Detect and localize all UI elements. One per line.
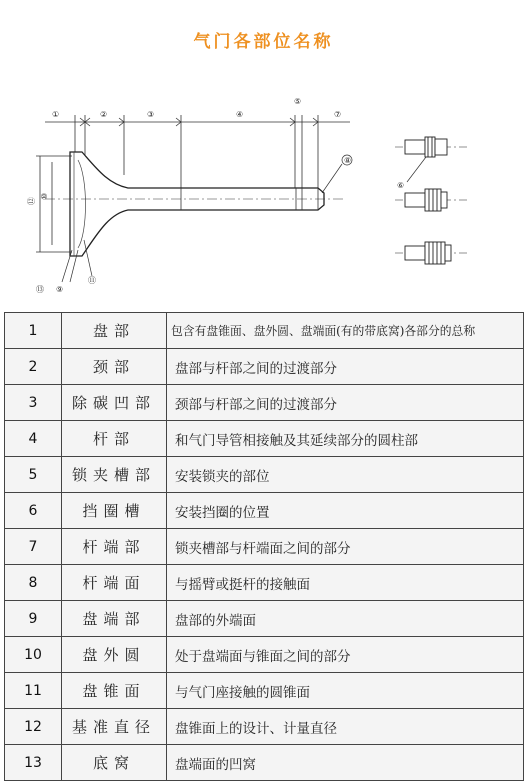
page-title: 气门各部位名称 <box>193 32 334 52</box>
callout-11: ⑪ <box>88 276 96 285</box>
part-description: 颈部与杆部之间的过渡部分 <box>167 385 524 421</box>
table-row <box>5 637 524 673</box>
valve-body <box>70 152 324 256</box>
part-description: 与摇臂或挺杆的接触面 <box>167 565 524 601</box>
part-description: 盘部的外端面 <box>167 601 524 637</box>
part-number: 11 <box>5 673 62 709</box>
part-description: 包含有盘锥面、盘外圆、盘端面(有的带底窝)各部分的总称 <box>167 313 524 349</box>
table-row <box>5 709 524 745</box>
part-description: 安装挡圈的位置 <box>167 493 524 529</box>
callout-1: ① <box>52 110 60 119</box>
callout-9: ⑨ <box>56 285 64 294</box>
callout-4: ④ <box>236 110 244 119</box>
part-number: 5 <box>5 457 62 493</box>
table-row <box>5 457 524 493</box>
stem-end-variant-1 <box>395 137 468 157</box>
callout-6: ⑥ <box>397 181 405 190</box>
table-row <box>5 673 524 709</box>
table-row <box>5 421 524 457</box>
valve-diagram <box>0 0 527 310</box>
part-name: 杆端部 <box>62 529 167 565</box>
part-name: 盘外圆 <box>62 637 167 673</box>
part-number: 8 <box>5 565 62 601</box>
part-number: 13 <box>5 745 62 781</box>
table-row <box>5 313 524 349</box>
callout-7: ⑦ <box>334 110 342 119</box>
part-name: 盘锥面 <box>62 673 167 709</box>
part-name: 除碳凹部 <box>62 385 167 421</box>
part-name: 盘部 <box>62 313 167 349</box>
callout-5: ⑤ <box>294 97 302 106</box>
callout-10: ⑩ <box>40 192 49 200</box>
part-description: 和气门导管相接触及其延续部分的圆柱部 <box>167 421 524 457</box>
part-description: 与气门座接触的圆锥面 <box>167 673 524 709</box>
part-name: 基准直径 <box>62 709 167 745</box>
parts-table <box>4 312 524 781</box>
part-name: 盘端部 <box>62 601 167 637</box>
callout-8: ⑧ <box>344 156 352 165</box>
part-number: 7 <box>5 529 62 565</box>
part-description: 盘部与杆部之间的过渡部分 <box>167 349 524 385</box>
table-row <box>5 385 524 421</box>
table-row <box>5 493 524 529</box>
part-description: 安装锁夹的部位 <box>167 457 524 493</box>
part-number: 9 <box>5 601 62 637</box>
callout-13: ⑬ <box>36 285 44 294</box>
stem-end-variant-2 <box>395 189 468 211</box>
part-description: 处于盘端面与锥面之间的部分 <box>167 637 524 673</box>
callout-2: ② <box>100 110 108 119</box>
part-description: 盘锥面上的设计、计量直径 <box>167 709 524 745</box>
part-number: 2 <box>5 349 62 385</box>
table-row <box>5 745 524 781</box>
part-number: 6 <box>5 493 62 529</box>
table-row <box>5 349 524 385</box>
part-name: 挡圈槽 <box>62 493 167 529</box>
table-row <box>5 565 524 601</box>
table-row <box>5 529 524 565</box>
groove-leader <box>407 157 426 182</box>
stem-end-variant-3 <box>395 242 468 264</box>
part-description: 盘端面的凹窝 <box>167 745 524 781</box>
part-number: 3 <box>5 385 62 421</box>
part-number: 4 <box>5 421 62 457</box>
part-description: 锁夹槽部与杆端面之间的部分 <box>167 529 524 565</box>
part-name: 底窝 <box>62 745 167 781</box>
callout-12: ⑫ <box>27 197 36 205</box>
callout-3: ③ <box>147 110 155 119</box>
diameter-dimension <box>36 156 72 252</box>
part-name: 颈部 <box>62 349 167 385</box>
part-name: 杆端面 <box>62 565 167 601</box>
table-row <box>5 601 524 637</box>
part-name: 锁夹槽部 <box>62 457 167 493</box>
part-number: 1 <box>5 313 62 349</box>
part-name: 杆部 <box>62 421 167 457</box>
part-number: 12 <box>5 709 62 745</box>
part-number: 10 <box>5 637 62 673</box>
